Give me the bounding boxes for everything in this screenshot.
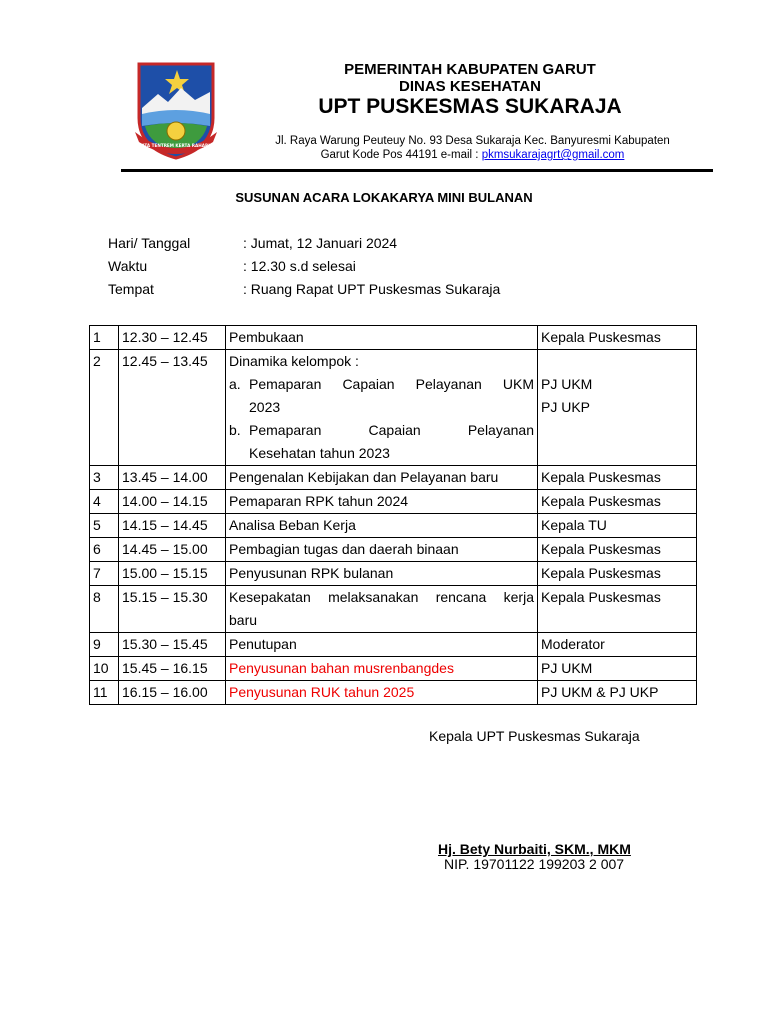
row-activity-highlighted: Penyusunan RUK tahun 2025 [226, 681, 538, 705]
row-time: 15.30 – 15.45 [119, 633, 226, 657]
signature-position: Kepala UPT Puskesmas Sukaraja [429, 728, 640, 744]
table-row [90, 562, 697, 586]
email-link[interactable]: pkmsukarajagrt@gmail.com [481, 149, 625, 161]
header-address [250, 134, 695, 162]
table-row [90, 633, 697, 657]
subitem-line: 2023 [249, 399, 281, 415]
header-department: DINAS KESEHATAN [399, 78, 541, 95]
table-row [90, 538, 697, 562]
row-pic: Kepala Puskesmas [538, 586, 697, 633]
subitem-line: Pemaparan Capaian Pelayanan [249, 422, 534, 438]
garut-coat-of-arms-logo [133, 60, 219, 160]
row-number: 8 [90, 586, 119, 633]
row-time: 14.00 – 14.15 [119, 490, 226, 514]
table-row [90, 490, 697, 514]
row-number: 10 [90, 657, 119, 681]
activity-line: baru [229, 612, 258, 628]
row-activity [226, 586, 538, 633]
row-pic: Kepala Puskesmas [538, 466, 697, 490]
schedule-table [89, 325, 697, 705]
info-value: : 12.30 s.d selesai [243, 258, 356, 274]
signature-nip: NIP. 19701122 199203 2 007 [444, 856, 625, 872]
row-time: 16.15 – 16.00 [119, 681, 226, 705]
row-pic: Kepala Puskesmas [538, 326, 697, 350]
subitem-marker: b. [229, 422, 241, 438]
subitem-marker: a. [229, 376, 241, 392]
header-government: PEMERINTAH KABUPATEN GARUT [344, 61, 596, 78]
row-number: 1 [90, 326, 119, 350]
row-pic: Kepala Puskesmas [538, 562, 697, 586]
row-number: 6 [90, 538, 119, 562]
row-activity: Analisa Beban Kerja [226, 514, 538, 538]
activity-heading: Dinamika kelompok : [229, 353, 359, 369]
row-number: 11 [90, 681, 119, 705]
row-pic: PJ UKM [538, 657, 697, 681]
table-row [90, 586, 697, 633]
row-pic: Kepala TU [538, 514, 697, 538]
header-institution: UPT PUSKESMAS SUKARAJA [318, 95, 622, 118]
row-activity-highlighted: Penyusunan bahan musrenbangdes [226, 657, 538, 681]
row-activity: Pemaparan RPK tahun 2024 [226, 490, 538, 514]
info-value: : Jumat, 12 Januari 2024 [243, 235, 398, 251]
pic-line: PJ UKP [541, 399, 591, 415]
activity-line: Kesepakatan melaksanakan rencana kerja [229, 589, 534, 605]
subitem-line: Pemaparan Capaian Pelayanan UKM [249, 376, 534, 392]
activity-subitem-b [229, 419, 534, 465]
row-activity: Pengenalan Kebijakan dan Pelayanan baru [226, 466, 538, 490]
info-value: : Ruang Rapat UPT Puskesmas Sukaraja [243, 281, 501, 297]
row-time: 12.30 – 12.45 [119, 326, 226, 350]
table-row [90, 466, 697, 490]
table-row [90, 657, 697, 681]
row-pic: Moderator [538, 633, 697, 657]
row-number: 5 [90, 514, 119, 538]
row-pic [538, 350, 697, 466]
row-activity: Penutupan [226, 633, 538, 657]
table-row [90, 681, 697, 705]
address-line-1: Jl. Raya Warung Peuteuy No. 93 Desa Sukaraja Kec. Banyuresmi Kabupaten [275, 135, 670, 147]
row-time: 15.15 – 15.30 [119, 586, 226, 633]
activity-subitem-a [229, 373, 534, 419]
address-line-2: Garut Kode Pos 44191 e-mail : pkmsukarajagrt@gmail.com [320, 149, 625, 161]
row-time: 13.45 – 14.00 [119, 466, 226, 490]
subitem-line: Kesehatan tahun 2023 [249, 445, 390, 461]
row-number: 9 [90, 633, 119, 657]
row-activity: Penyusunan RPK bulanan [226, 562, 538, 586]
row-activity [226, 350, 538, 466]
row-number: 2 [90, 350, 119, 466]
row-number: 7 [90, 562, 119, 586]
row-time: 12.45 – 13.45 [119, 350, 226, 466]
info-label: Waktu [108, 258, 148, 274]
row-number: 3 [90, 466, 119, 490]
signature-name: Hj. Bety Nurbaiti, SKM., MKM [438, 841, 631, 857]
row-time: 14.15 – 14.45 [119, 514, 226, 538]
info-label: Hari/ Tanggal [108, 235, 191, 251]
document-title: SUSUNAN ACARA LOKAKARYA MINI BULANAN [235, 190, 533, 205]
table-row [90, 514, 697, 538]
row-number: 4 [90, 490, 119, 514]
svg-text:TATA TENTREM KERTA RAHARJA: TATA TENTREM KERTA RAHARJA [138, 143, 214, 148]
row-pic: Kepala Puskesmas [538, 538, 697, 562]
row-time: 15.00 – 15.15 [119, 562, 226, 586]
table-row [90, 350, 697, 466]
row-activity: Pembagian tugas dan daerah binaan [226, 538, 538, 562]
info-label: Tempat [108, 281, 154, 297]
row-time: 14.45 – 15.00 [119, 538, 226, 562]
row-activity: Pembukaan [226, 326, 538, 350]
row-pic: Kepala Puskesmas [538, 490, 697, 514]
row-time: 15.45 – 16.15 [119, 657, 226, 681]
table-row [90, 326, 697, 350]
header-divider [121, 169, 713, 172]
pic-line: PJ UKM [541, 376, 593, 392]
row-pic: PJ UKM & PJ UKP [538, 681, 697, 705]
